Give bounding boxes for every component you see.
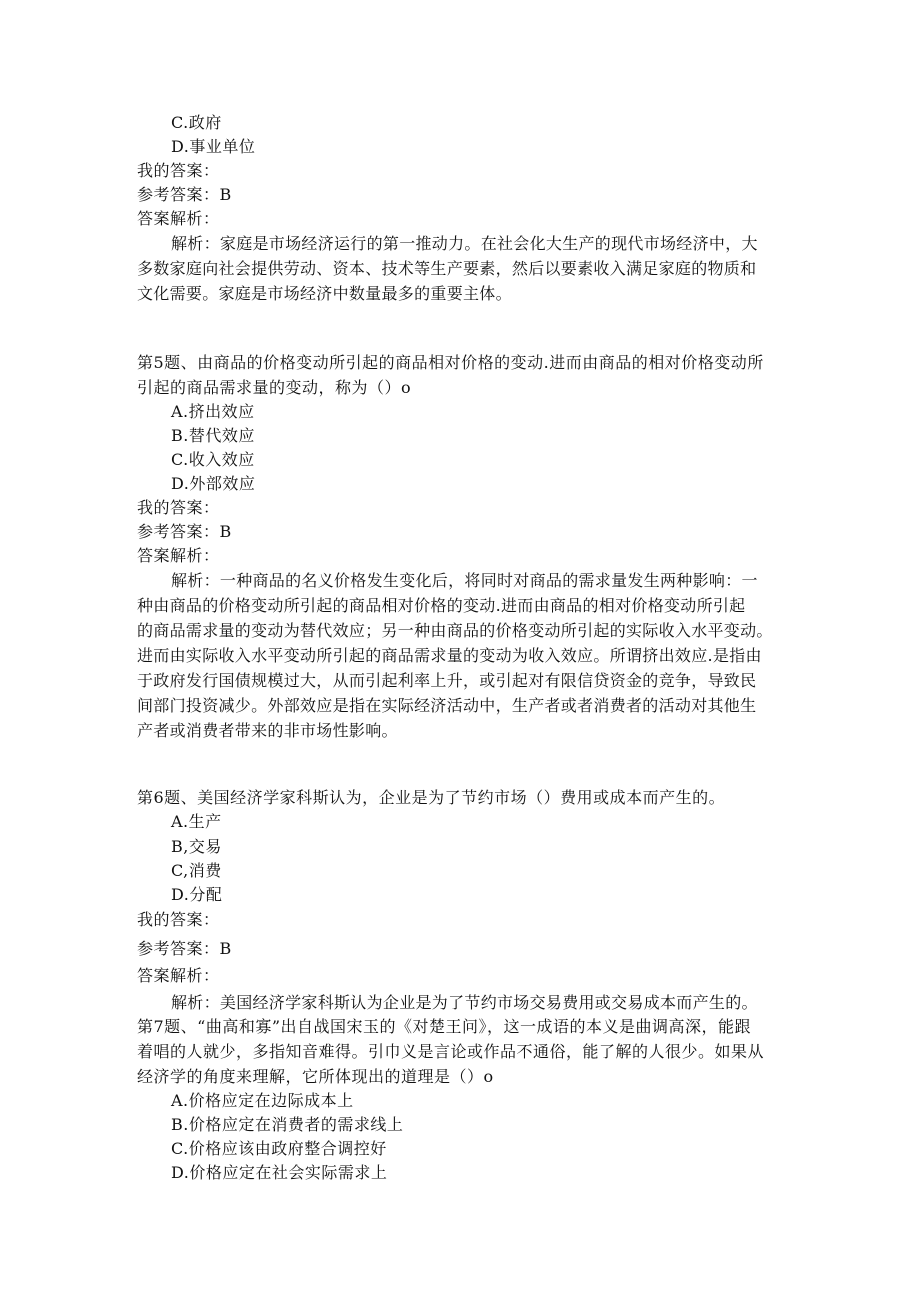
q7-question-line: 第7题、“曲高和寡”出自战国宋玉的《对楚王问》，这一成语的本义是曲调高深，能跟 bbox=[137, 1017, 752, 1036]
q5-question-line: 引起的商品需求量的变动，称为（）o bbox=[137, 378, 412, 397]
q5-analysis-line: 种由商品的价格变动所引起的商品相对价格的变动.进而由商品的相对价格变动所引起 bbox=[137, 596, 746, 615]
q4-my-answer-label: 我的答案： bbox=[137, 161, 220, 180]
q7-option-a: A.价格应定在边际成本上 bbox=[171, 1091, 354, 1110]
q6-question-line: 第6题、美国经济学家科斯认为，企业是为了节约市场（）费用或成本而产生的。 bbox=[137, 788, 726, 807]
q7-option-d: D.价格应定在社会实际需求上 bbox=[171, 1163, 388, 1182]
q4-option-c: C.政府 bbox=[171, 113, 222, 132]
q5-analysis-line: 进而由实际收入水平变动所引起的商品需求量的变动为收入效应。所谓挤出效应.是指由 bbox=[137, 646, 762, 665]
q6-option-d: D.分配 bbox=[171, 885, 223, 904]
q5-option-a: A.挤出效应 bbox=[171, 402, 255, 421]
q4-analysis-label: 答案解析： bbox=[137, 209, 220, 228]
q5-analysis-line: 于政府发行国债规模过大，从而引起利率上升，或引起对有限信贷资金的竞争，导致民 bbox=[137, 671, 757, 690]
q5-reference-answer: 参考答案：B bbox=[137, 522, 232, 541]
q5-option-b: B.替代效应 bbox=[171, 426, 255, 445]
q7-question-line: 经济学的角度来理解，它所体现出的道理是（）o bbox=[137, 1067, 494, 1086]
q5-analysis-line: 解析：一种商品的名义价格发生变化后，将同时对商品的需求量发生两种影响：一 bbox=[171, 571, 758, 590]
q5-analysis-line: 产者或消费者带来的非市场性影响。 bbox=[137, 721, 398, 740]
q6-my-answer-label: 我的答案： bbox=[137, 910, 220, 929]
q4-option-d: D.事业单位 bbox=[171, 137, 256, 156]
q5-analysis-line: 的商品需求量的变动为替代效应；另一种由商品的价格变动所引起的实际收入水平变动。 bbox=[137, 621, 773, 640]
q5-option-d: D.外部效应 bbox=[171, 474, 256, 493]
q4-reference-answer: 参考答案：B bbox=[137, 185, 232, 204]
q5-analysis-label: 答案解析： bbox=[137, 546, 220, 565]
q6-reference-answer: 参考答案：B bbox=[137, 939, 232, 958]
q5-question-line: 第5题、由商品的价格变动所引起的商品相对价格的变动.进而由商品的相对价格变动所 bbox=[137, 353, 764, 372]
q6-option-a: A.生产 bbox=[171, 812, 222, 831]
q6-analysis-label: 答案解析： bbox=[137, 966, 220, 985]
q7-option-b: B.价格应定在消费者的需求线上 bbox=[171, 1115, 404, 1134]
q4-analysis-line: 文化需要。家庭是市场经济中数量最多的重要主体。 bbox=[137, 284, 512, 303]
q5-my-answer-label: 我的答案： bbox=[137, 498, 220, 517]
q6-option-c: C,消费 bbox=[171, 861, 222, 880]
q5-analysis-line: 间部门投资减少。外部效应是指在实际经济活动中，生产者或者消费者的活动对其他生 bbox=[137, 696, 757, 715]
q4-analysis-line: 解析：家庭是市场经济运行的第一推动力。在社会化大生产的现代市场经济中，大 bbox=[171, 234, 758, 253]
q5-option-c: C.收入效应 bbox=[171, 450, 255, 469]
q7-option-c: C.价格应该由政府整合调控好 bbox=[171, 1139, 387, 1158]
q4-analysis-line: 多数家庭向社会提供劳动、资本、技术等生产要素，然后以要素收入满足家庭的物质和 bbox=[137, 259, 757, 278]
q6-option-b: B,交易 bbox=[171, 837, 222, 856]
q7-question-line: 着唱的人就少，多指知音难得。引巾义是言论或作品不通俗，能了解的人很少。如果从 bbox=[137, 1042, 765, 1061]
q6-analysis-line: 解析：美国经济学家科斯认为企业是为了节约市场交易费用或交易成本而产生的。 bbox=[171, 993, 758, 1012]
